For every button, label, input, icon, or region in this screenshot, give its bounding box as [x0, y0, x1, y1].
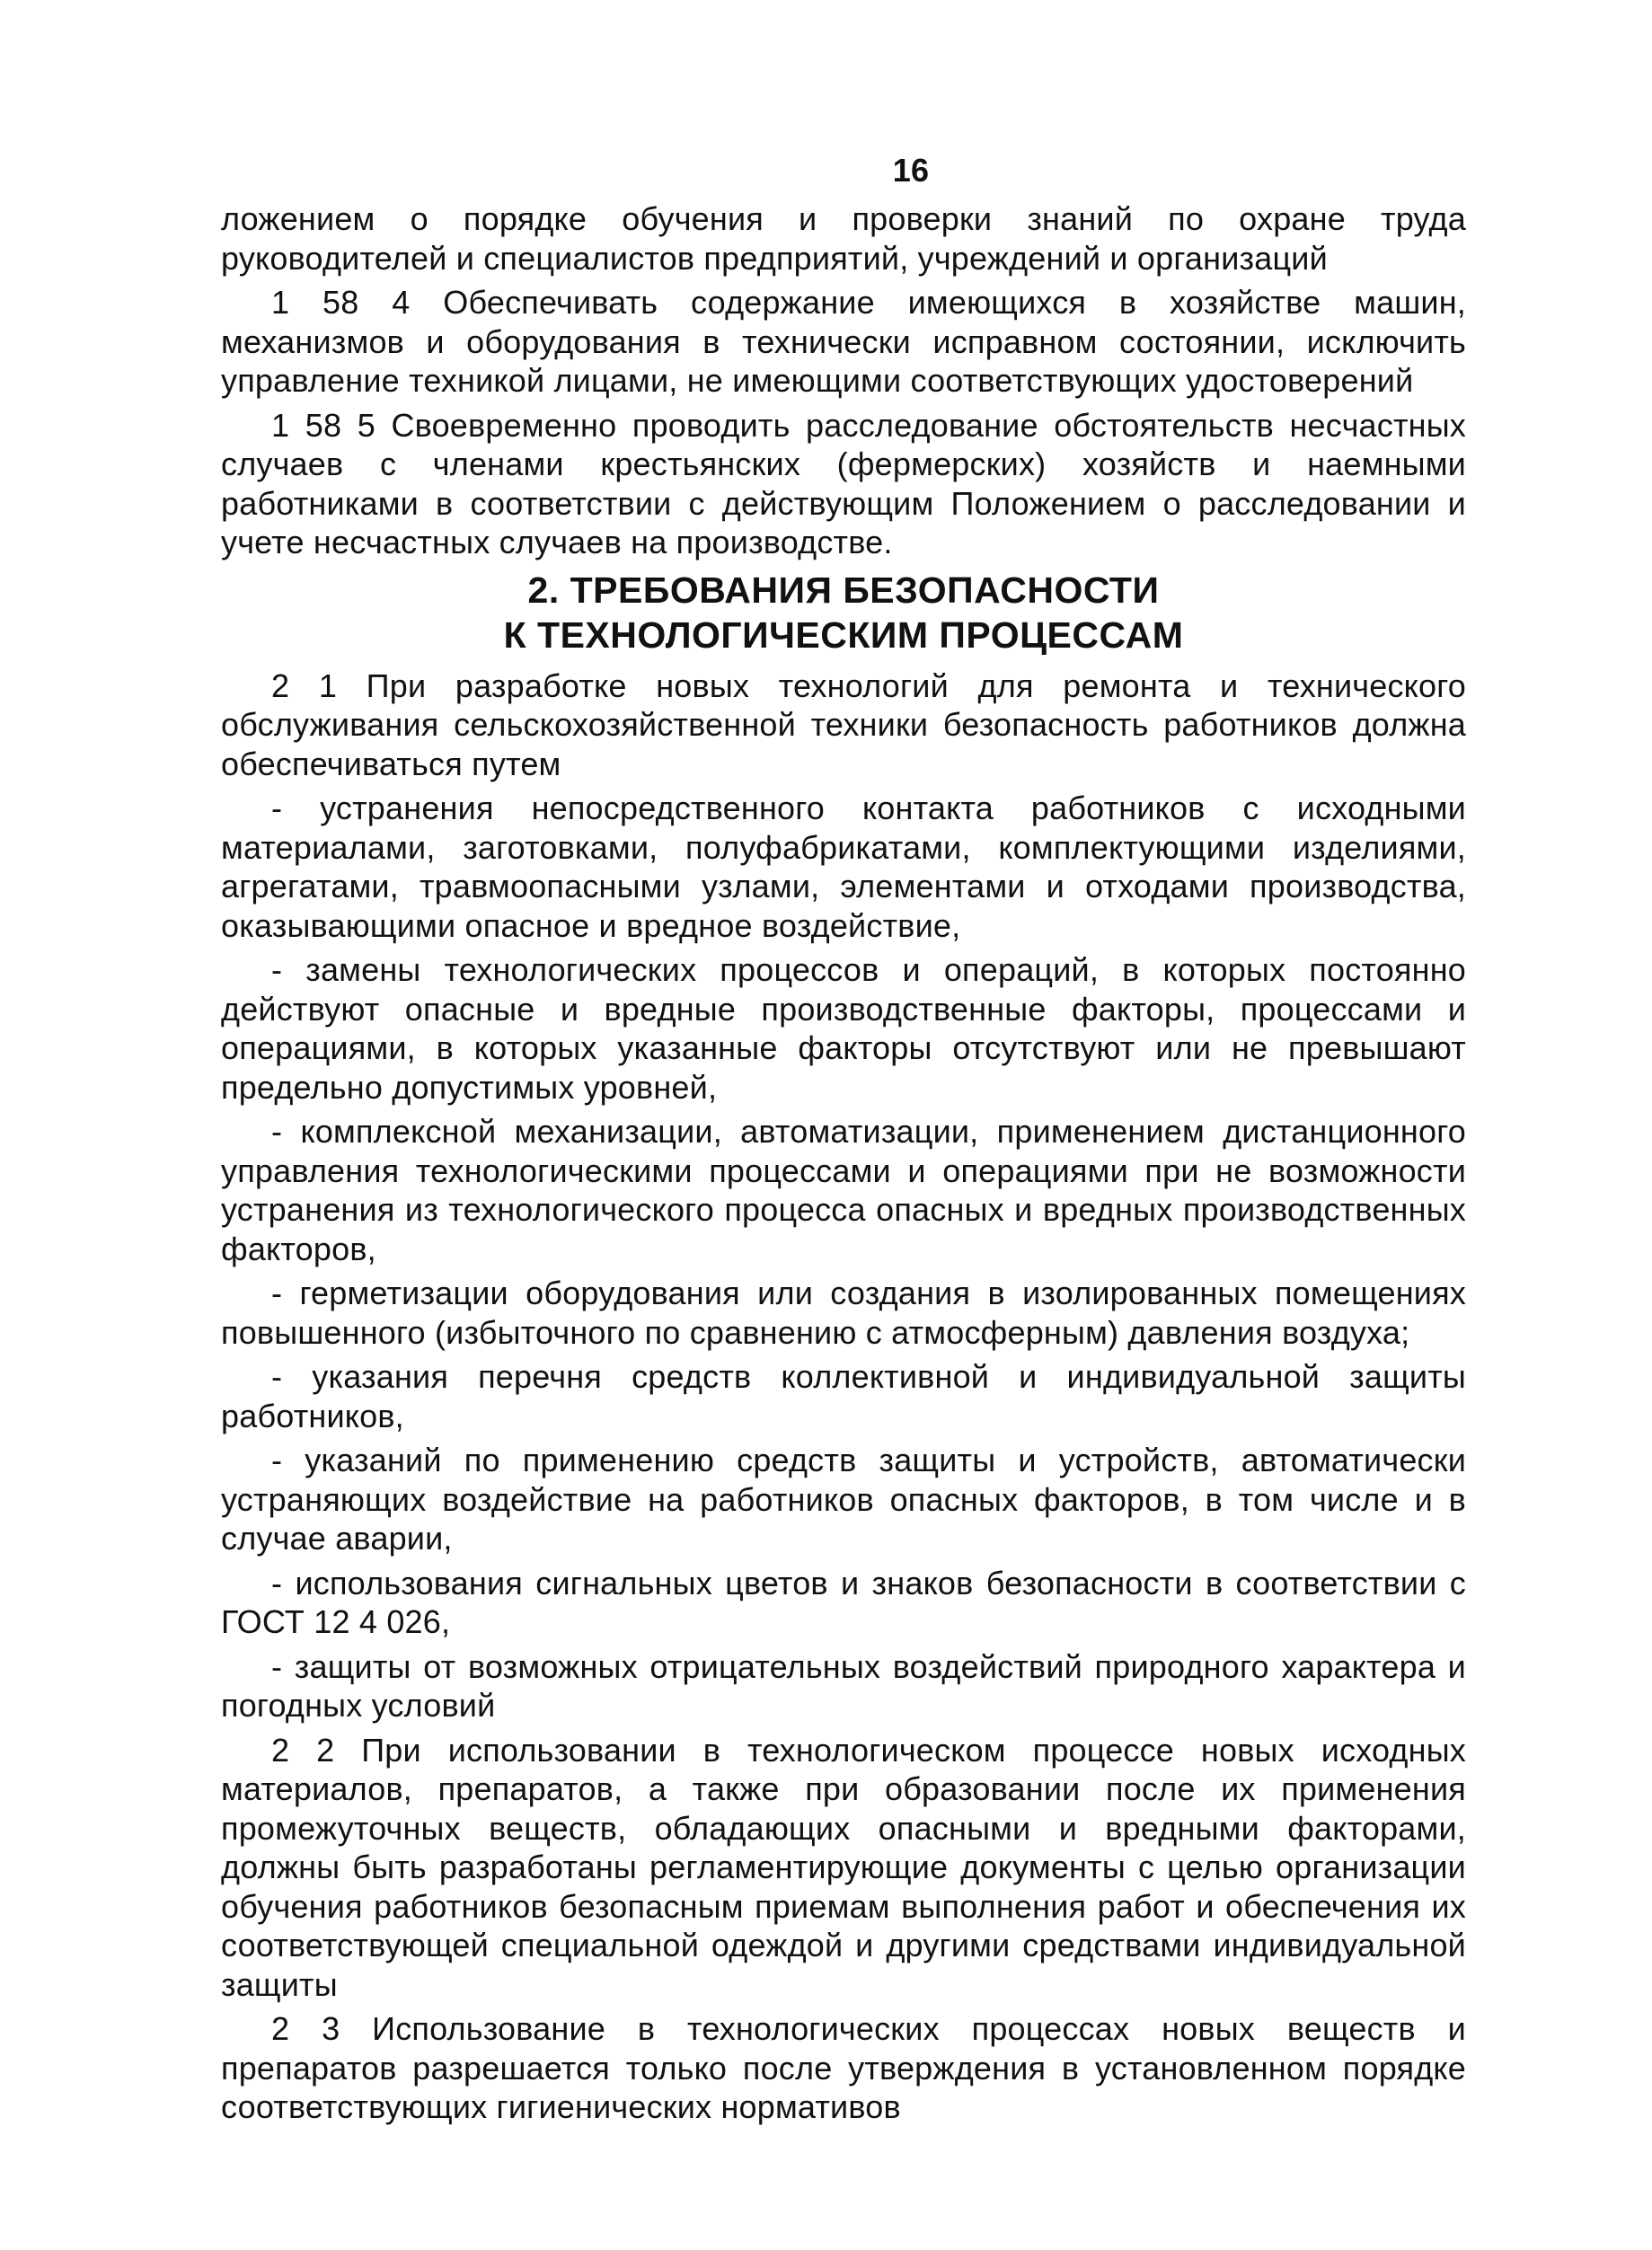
paragraph-continuation: ложением о порядке обучения и проверки знаний по охране труда руководителей и специалистов предприятий, учреждений и организаций — [221, 200, 1466, 277]
paragraph-1-58-4: 1 58 4 Обеспечивать содержание имеющихся в хозяйстве машин, механизмов и оборудования в технически исправном состоянии, исключить управление техникой лицами, не имеющими соответствующих удостоверений — [221, 284, 1466, 399]
paragraph-2-1: 2 1 При разработке новых технологий для ремонта и технического обслуживания сельскохозяйственной техники безопасность работников должна обеспечиваться путем — [221, 666, 1466, 782]
list-item-weather-protection: - защиты от возможных отрицательных воздействий природного характера и погодных условий — [221, 1647, 1466, 1724]
list-item-protection-means: - указания перечня средств коллективной и индивидуальной защиты работников, — [221, 1358, 1466, 1434]
document-page — [221, 151, 1466, 2132]
list-item-mechanization: - комплексной механизации, автоматизации, применением дистанционного управления технологическими процессами и операциями при не возможности устранения из технологического процесса опасных и вредных производственных факторов, — [221, 1113, 1466, 1267]
list-item-replacement: - замены технологических процессов и операций, в которых постоянно действуют опасные и вредные производственные факторы, процессами и операциями, в которых указанные факторы отсутствуют или не превышают предельно допустимых уровней, — [221, 951, 1466, 1106]
section-heading-line-2: К ТЕХНОЛОГИЧЕСКИМ ПРОЦЕССАМ — [503, 613, 1184, 656]
section-heading-line-1: 2. ТРЕБОВАНИЯ БЕЗОПАСНОСТИ — [527, 569, 1160, 611]
list-item-protection-instructions: - указаний по применению средств защиты и устройств, автоматически устраняющих воздействие на работников опасных факторов, в том числе и в случае аварии, — [221, 1442, 1466, 1557]
list-item-contact: - устранения непосредственного контакта работников с исходными материалами, заготовками, полуфабрикатами, комплектующими изделиями, агрегатами, травмоопасными узлами, элементами и отходами производства, оказывающими опасное и вредное воздействие, — [221, 790, 1466, 944]
paragraph-2-3: 2 3 Использование в технологических процессах новых веществ и препаратов разрешается только после утверждения в установленном порядке соответствующих гигиенических нормативов — [221, 2010, 1466, 2125]
list-item-signal-colors: - использования сигнальных цветов и знаков безопасности в соответствии с ГОСТ 12 4 026, — [221, 1564, 1466, 1640]
paragraph-1-58-5: 1 58 5 Своевременно проводить расследование обстоятельств несчастных случаев с членами крестьянских (фермерских) хозяйств и наемными работниками в соответствии с действующим Положением о расследовании и учете несчастных случаев на производстве. — [221, 406, 1466, 560]
list-item-sealing: - герметизации оборудования или создания в изолированных помещениях повышенного (избыточного по сравнению с атмосферным) давления воздуха; — [221, 1275, 1466, 1351]
section-heading — [221, 568, 1466, 657]
page-number: 16 — [892, 152, 930, 189]
paragraph-2-2: 2 2 При использовании в технологическом процессе новых исходных материалов, препаратов, а также при образовании после их применения промежуточных веществ, обладающих опасными и вредными факторами, должны быть разработаны регламентирующие документы с целью организации обучения работников безопасным приемам выполнения работ и обеспечения их соответствующей специальной одеждой и другими средствами индивидуальной защиты — [221, 1731, 1466, 2003]
